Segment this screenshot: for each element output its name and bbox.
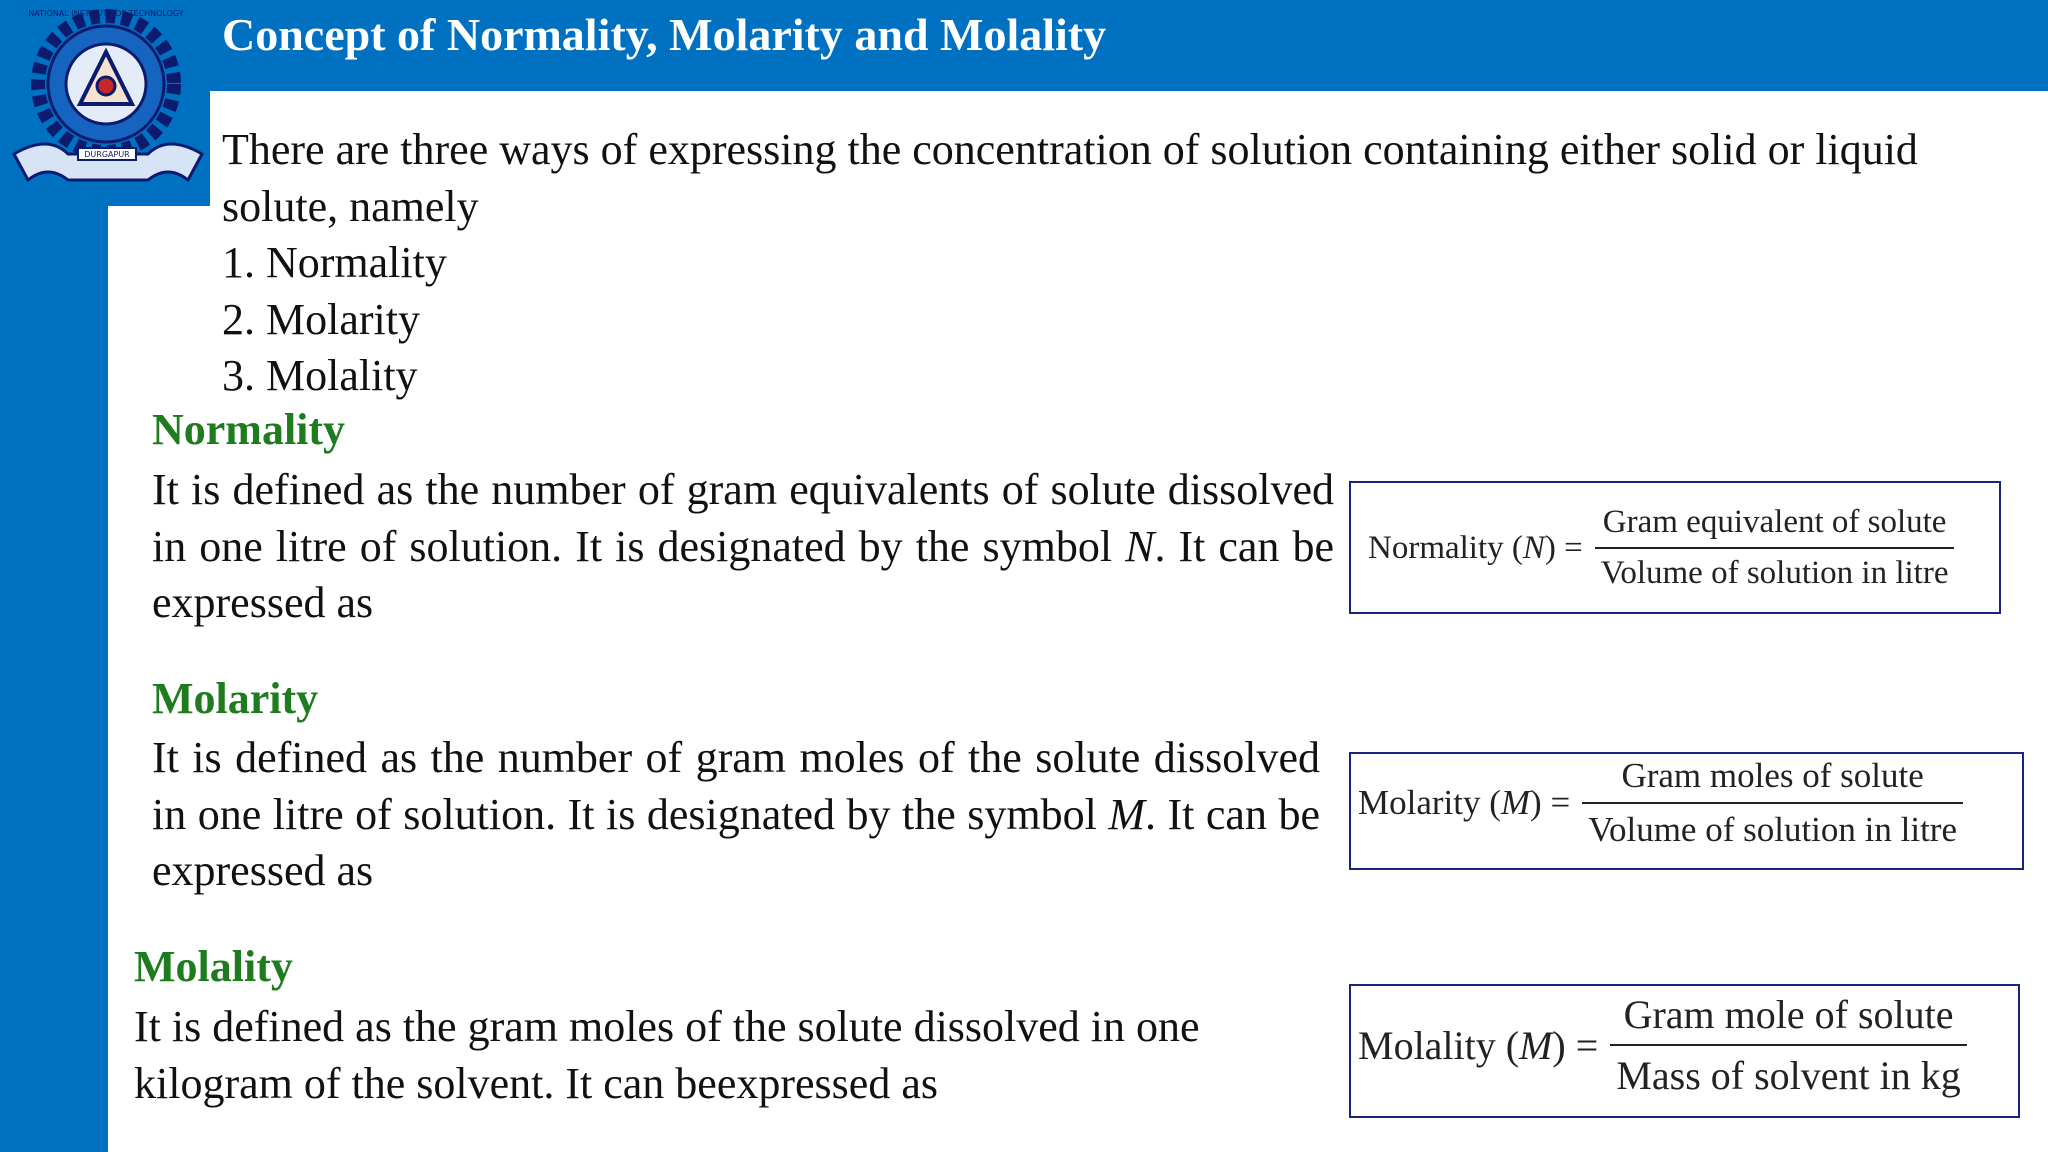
institute-seal-icon [8, 4, 208, 200]
logo-background [0, 0, 210, 206]
molality-heading: Molality [134, 942, 293, 991]
normality-heading: Normality [152, 405, 346, 454]
formula-numerator: Gram mole of solute [1623, 992, 1954, 1037]
intro-text: There are three ways of expressing the concentration of solution containing either solid or liquid solute, namely [222, 125, 1918, 231]
normality-symbol: N [1125, 521, 1155, 571]
seal-place: DURGAPUR [84, 150, 130, 159]
formula-denominator: Volume of solution in litre [1582, 802, 1963, 850]
formula-fraction [1582, 756, 1963, 850]
molarity-heading: Molarity [152, 674, 319, 723]
formula-numerator: Gram moles of solute [1621, 756, 1924, 795]
normality-formula [1368, 504, 1954, 592]
side-bar [0, 91, 108, 1152]
molality-definition: It is defined as the gram moles of the solute dissolved in one kilogram of the solvent. It can beexpressed as [134, 1002, 1200, 1108]
list-item: 3. Molality [222, 351, 418, 400]
molality-formula [1358, 991, 1967, 1099]
page-title: Concept of Normality, Molarity and Molality [222, 9, 1107, 60]
formula-lhs: Molarity (M) = [1358, 783, 1571, 822]
formula-fraction [1595, 504, 1955, 592]
formula-denominator: Volume of solution in litre [1595, 547, 1955, 592]
formula-numerator: Gram equivalent of solute [1602, 504, 1947, 540]
formula-lhs: Molality (M) = [1358, 1022, 1599, 1068]
formula-denominator: Mass of solvent in kg [1610, 1044, 1966, 1099]
molarity-symbol: M [1108, 789, 1145, 839]
normality-definition: It is defined as the number of gram equivalents of solute dissolved in one litre of solution. It is designated by the symbol N. It can be expressed as [152, 465, 1334, 627]
molarity-formula [1358, 756, 1963, 850]
concentration-list [222, 235, 447, 405]
list-item: 1. Normality [222, 238, 447, 287]
formula-fraction [1610, 991, 1966, 1099]
list-item: 2. Molarity [222, 294, 420, 344]
seal-text: NATIONAL INSTITUTE OF TECHNOLOGY [28, 9, 184, 18]
molarity-definition: It is defined as the number of gram moles of the solute dissolved in one litre of solution. It is designated by the symbol M. It can be expressed as [152, 733, 1320, 895]
formula-lhs: Normality (N) = [1368, 529, 1583, 566]
